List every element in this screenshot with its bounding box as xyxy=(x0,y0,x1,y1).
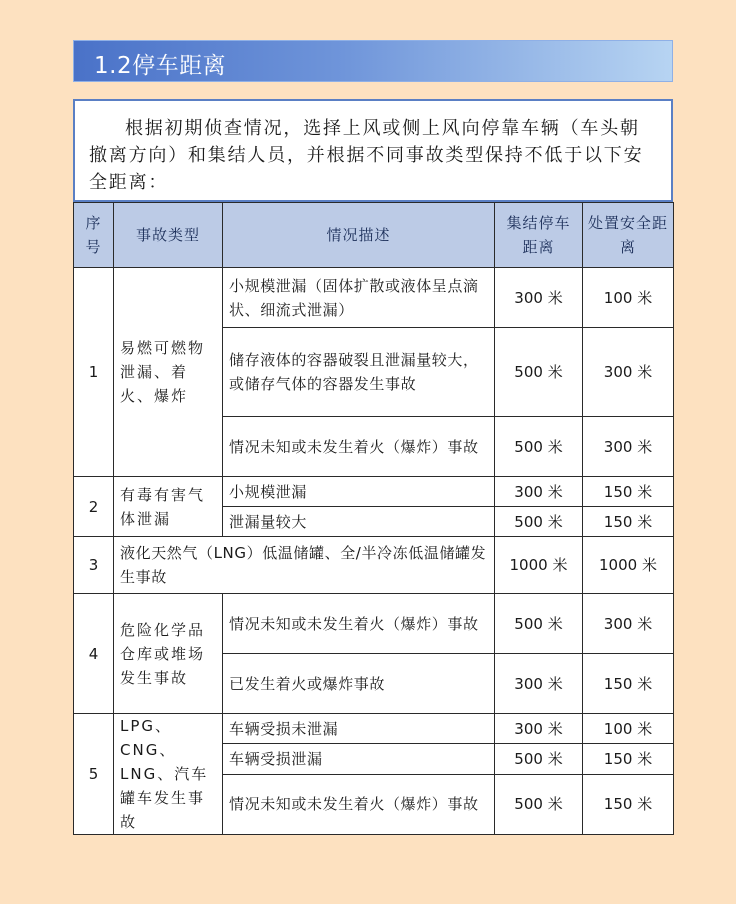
row-disposal-distance: 150 米 xyxy=(583,507,674,537)
row-assembly-distance: 500 米 xyxy=(495,594,583,654)
row-seq: 5 xyxy=(74,714,114,835)
row-disposal-distance: 150 米 xyxy=(583,654,674,714)
header-type: 事故类型 xyxy=(114,203,223,268)
row-disposal-distance: 150 米 xyxy=(583,774,674,835)
table-row xyxy=(74,537,674,594)
row-disposal-distance: 1000 米 xyxy=(583,537,674,594)
row-assembly-distance: 300 米 xyxy=(495,714,583,744)
header-seq: 序号 xyxy=(74,203,114,268)
header-desc: 情况描述 xyxy=(223,203,495,268)
row-description: 情况未知或未发生着火（爆炸）事故 xyxy=(223,774,495,835)
row-assembly-distance: 500 米 xyxy=(495,744,583,774)
row-disposal-distance: 300 米 xyxy=(583,328,674,417)
row-description: 车辆受损未泄漏 xyxy=(223,714,495,744)
row-disposal-distance: 100 米 xyxy=(583,268,674,328)
row-accident-type: 有毒有害气体泄漏 xyxy=(114,477,223,537)
row-description: 情况未知或未发生着火（爆炸）事故 xyxy=(223,417,495,477)
row-assembly-distance: 300 米 xyxy=(495,477,583,507)
row-accident-type: LPG、CNG、LNG、汽车罐车发生事故 xyxy=(114,714,223,835)
header-disposal-distance: 处置安全距离 xyxy=(583,203,674,268)
row-disposal-distance: 100 米 xyxy=(583,714,674,744)
row-assembly-distance: 1000 米 xyxy=(495,537,583,594)
section-title: 1.2停车距离 xyxy=(94,53,227,79)
row-description: 小规模泄漏 xyxy=(223,477,495,507)
table-row xyxy=(74,714,674,744)
row-assembly-distance: 300 米 xyxy=(495,268,583,328)
safety-distance-table xyxy=(73,202,674,835)
row-accident-type: 液化天然气（LNG）低温储罐、全/半冷冻低温储罐发生事故 xyxy=(114,537,495,594)
row-description: 已发生着火或爆炸事故 xyxy=(223,654,495,714)
row-description: 车辆受损泄漏 xyxy=(223,744,495,774)
header-assembly-distance: 集结停车距离 xyxy=(495,203,583,268)
row-disposal-distance: 150 米 xyxy=(583,744,674,774)
row-seq: 2 xyxy=(74,477,114,537)
row-seq: 3 xyxy=(74,537,114,594)
row-disposal-distance: 150 米 xyxy=(583,477,674,507)
table-header-row xyxy=(74,203,674,268)
row-assembly-distance: 500 米 xyxy=(495,507,583,537)
row-accident-type: 危险化学品仓库或堆场发生事故 xyxy=(114,594,223,714)
table-row xyxy=(74,477,674,507)
row-disposal-distance: 300 米 xyxy=(583,417,674,477)
table-row xyxy=(74,594,674,654)
table-row xyxy=(74,268,674,328)
row-description: 情况未知或未发生着火（爆炸）事故 xyxy=(223,594,495,654)
row-assembly-distance: 500 米 xyxy=(495,417,583,477)
row-assembly-distance: 300 米 xyxy=(495,654,583,714)
row-accident-type: 易燃可燃物泄漏、着火、爆炸 xyxy=(114,268,223,477)
row-disposal-distance: 300 米 xyxy=(583,594,674,654)
row-seq: 4 xyxy=(74,594,114,714)
row-description: 泄漏量较大 xyxy=(223,507,495,537)
row-seq: 1 xyxy=(74,268,114,477)
intro-paragraph: 根据初期侦查情况，选择上风或侧上风向停靠车辆（车头朝撤离方向）和集结人员，并根据不同事故类型保持不低于以下安全距离： xyxy=(73,99,673,202)
row-description: 小规模泄漏（固体扩散或液体呈点滴状、细流式泄漏） xyxy=(223,268,495,328)
row-assembly-distance: 500 米 xyxy=(495,328,583,417)
row-assembly-distance: 500 米 xyxy=(495,774,583,835)
row-description: 储存液体的容器破裂且泄漏量较大，或储存气体的容器发生事故 xyxy=(223,328,495,417)
section-heading-bar xyxy=(73,40,673,82)
